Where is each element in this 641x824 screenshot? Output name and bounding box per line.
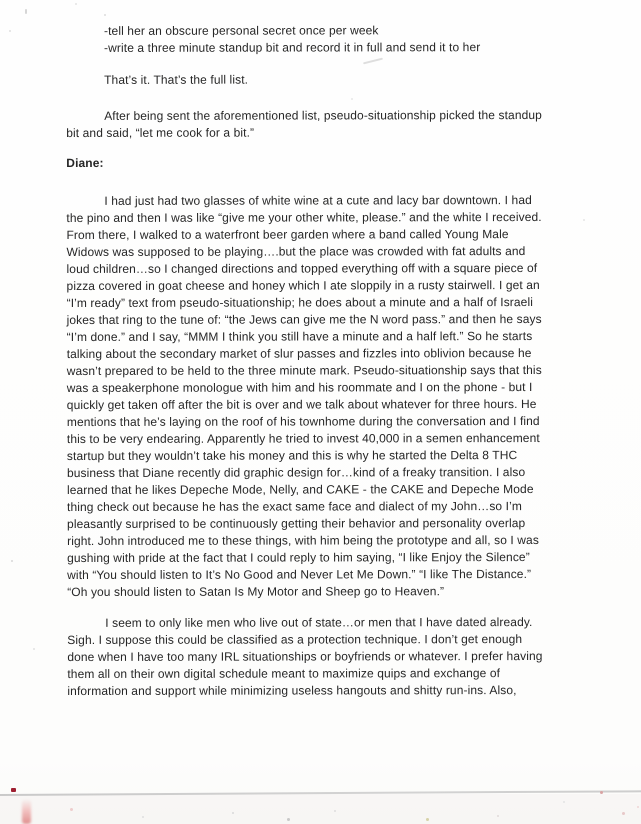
scan-speck [600,791,603,794]
scan-speck [287,818,290,821]
scan-speck [25,9,27,14]
scan-speck [75,3,77,5]
task-list-lines: -tell her an obscure personal secret once per week -write a three minute standup bit and record it in full and send it to her [104,23,481,55]
scan-speck [104,14,106,16]
scan-speck [563,801,565,803]
scan-speck [232,812,234,814]
scan-speck [142,816,144,818]
red-ink-smudge [22,799,31,824]
scanner-edge-line [0,790,641,796]
full-list-note: That’s it. That’s the full list. [104,72,249,87]
scanner-bottom-strip [0,794,641,824]
red-ink-dash [11,788,16,792]
scan-speck [497,815,499,817]
scan-speck [637,806,639,808]
intro-paragraph: After being sent the aforementioned list, pseudo-situationship picked the standup bit and said, “let me cook for a bit.” [66,108,542,140]
section-heading-diane: Diane: [66,155,104,170]
diane-paragraph-2: I seem to only like men who live out of state…or men that I have dated already. Sigh. I suppose this could be classified as a protection technique. I don’t get enough done when I have too many IRL situationships or boyfriends or whatever. I prefer having them all on their own digital schedule meant to maximize quips and exchange of information and support while minimizing useless hangouts and shitty run-ins. Also, [67,615,543,698]
scan-speck [70,808,73,811]
scan-speck [33,648,35,650]
document-text-area [66,22,612,700]
scan-speck [9,30,11,32]
scan-speck [426,818,429,821]
scan-speck [334,810,336,812]
scan-speck [622,812,625,815]
diane-paragraph-1: I had just had two glasses of white wine at a cute and lacy bar downtown. I had the pino and then I was like “give me your other white, please.” and the white I received. From there, I walked to a waterfront beer garden where a band called Young Male Widows was supposed to be playing….but the place was crowded with fat adults and loud children…so I changed directions and topped everything off with a square piece of pizza covered in goat cheese and honey which I ate sloppily in a rusty stairwell. I get an “I’m ready” text from pseudo-situationship; he does about a minute and a half of Israeli jokes that ring to the tune of: “the Jews can give me the N word pass.” and then he says “I’m done.” and I say, “MMM I think you still have a minute and a half left.” So he starts talking about the secondary market of slur passes and fizzles into oblivion because he wasn’t prepared to be held to the three minute mark. Pseudo-situationship says that this was a speakerphone monologue with him and his roommate and I on the phone - but I quickly get taken off after the bit is over and we talk about whatever for three hours. He mentions that he’s laying on the roof of his townhome during the conversation and I find this to be very endearing. Apparently he tried to invest 40,000 in a semen enhancement startup but they wouldn’t take his money and this is why he started the Delta 8 THC business that Diane recently did graphic design for…kind of a freaky transition. I also learned that he likes Depeche Mode, Nelly, and CAKE - the CAKE and Depeche Mode thing check out because he has the exact same face and dialect of my John…so I’m pleasantly surprised to be continuously getting their behavior and personality overlap right. John introduced me to these things, with him being the prototype and all, so I was gushing with pride at the fact that I could reply to him saying, “I like Enjoy the Silence” with “You should listen to It’s No Good and Never Let Me Down.” “I like The Distance.” “Oh you should listen to Satan Is My Motor and Sheep go to Heaven.” [66,193,542,599]
scan-speck [11,560,13,562]
